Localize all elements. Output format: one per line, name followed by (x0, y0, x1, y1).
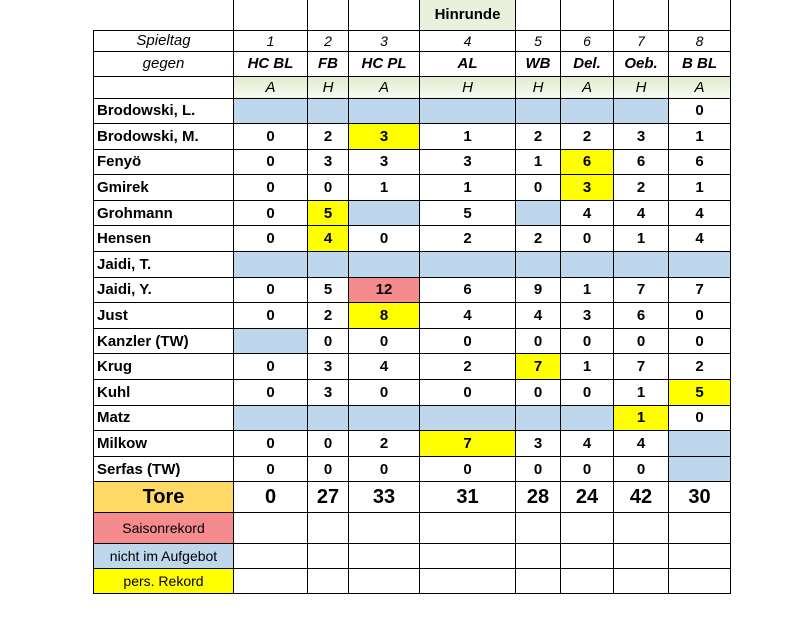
goal-cell[interactable]: 3 (349, 124, 420, 150)
goal-cell[interactable]: 0 (234, 226, 308, 252)
goal-cell[interactable] (561, 252, 614, 278)
goal-cell[interactable]: 1 (669, 124, 731, 150)
corner-blank-cell (94, 0, 234, 30)
player-name-cell[interactable]: Hensen (94, 226, 234, 252)
legend-blank-cell[interactable] (420, 544, 516, 569)
home-away-cell[interactable]: H (420, 76, 516, 98)
legend-blank-cell[interactable] (349, 544, 420, 569)
matchday-cell[interactable]: 2 (308, 30, 349, 51)
tore-value-cell[interactable]: 42 (614, 482, 669, 513)
goal-cell[interactable]: 2 (561, 124, 614, 150)
legend-blank-cell[interactable] (308, 569, 349, 594)
goal-cell[interactable]: 2 (420, 226, 516, 252)
goal-cell[interactable]: 0 (614, 328, 669, 354)
goal-cell[interactable]: 3 (308, 149, 349, 175)
goal-cell[interactable] (349, 252, 420, 278)
goal-cell[interactable]: 3 (614, 124, 669, 150)
goals-table (93, 0, 731, 594)
legend-blank-cell[interactable] (561, 569, 614, 594)
goal-cell[interactable]: 4 (561, 200, 614, 226)
goal-cell[interactable]: 0 (234, 456, 308, 482)
player-row (94, 98, 731, 124)
matchday-cell[interactable]: 3 (349, 30, 420, 51)
goal-cell[interactable]: 0 (516, 380, 561, 406)
goal-cell[interactable]: 6 (614, 149, 669, 175)
home-away-cell[interactable]: A (561, 76, 614, 98)
goal-cell[interactable]: 6 (614, 303, 669, 329)
top-blank-cell[interactable] (308, 0, 349, 30)
goal-cell[interactable]: 3 (308, 354, 349, 380)
legend-blank-cell[interactable] (516, 513, 561, 544)
player-row (94, 226, 731, 252)
goal-cell[interactable]: 0 (420, 380, 516, 406)
player-name-cell[interactable]: Krug (94, 354, 234, 380)
player-row (94, 354, 731, 380)
goal-cell[interactable]: 4 (669, 200, 731, 226)
legend-blank-cell[interactable] (561, 544, 614, 569)
top-blank-cell[interactable] (561, 0, 614, 30)
goal-cell[interactable]: 1 (516, 149, 561, 175)
row-tore (94, 482, 731, 513)
goal-cell[interactable] (516, 200, 561, 226)
player-name-cell[interactable]: Just (94, 303, 234, 329)
goal-cell[interactable]: 1 (561, 354, 614, 380)
goal-cell[interactable]: 3 (561, 175, 614, 201)
goal-cell[interactable]: 6 (561, 149, 614, 175)
goal-cell[interactable]: 9 (516, 277, 561, 303)
player-name-cell[interactable]: Serfas (TW) (94, 456, 234, 482)
goal-cell[interactable]: 7 (669, 277, 731, 303)
legend-label-cell-yellow[interactable]: pers. Rekord (94, 569, 234, 594)
legend-blank-cell[interactable] (420, 569, 516, 594)
top-blank-cell[interactable] (349, 0, 420, 30)
goal-cell[interactable]: 0 (561, 380, 614, 406)
goal-cell[interactable]: 1 (420, 124, 516, 150)
goal-cell[interactable]: 4 (349, 354, 420, 380)
player-name-cell[interactable]: Grohmann (94, 200, 234, 226)
player-row (94, 431, 731, 457)
top-blank-cell[interactable] (516, 0, 561, 30)
goal-cell[interactable] (561, 405, 614, 431)
goal-cell[interactable] (349, 98, 420, 124)
row-gegen (94, 51, 731, 76)
goal-cell[interactable]: 0 (420, 328, 516, 354)
player-row (94, 200, 731, 226)
tore-value-cell[interactable]: 28 (516, 482, 561, 513)
tore-value-cell[interactable]: 0 (234, 482, 308, 513)
goal-cell[interactable]: 0 (308, 431, 349, 457)
goal-cell[interactable]: 7 (614, 277, 669, 303)
goal-cell[interactable]: 0 (349, 328, 420, 354)
opponent-cell[interactable]: FB (308, 51, 349, 76)
goal-cell[interactable]: 0 (561, 328, 614, 354)
goal-cell[interactable]: 2 (308, 124, 349, 150)
tore-value-cell[interactable]: 31 (420, 482, 516, 513)
goal-cell[interactable] (234, 405, 308, 431)
home-away-cell[interactable]: A (234, 76, 308, 98)
goal-cell[interactable]: 0 (516, 456, 561, 482)
goal-cell[interactable]: 0 (234, 303, 308, 329)
player-name-cell[interactable]: Brodowski, M. (94, 124, 234, 150)
goal-cell[interactable]: 0 (669, 328, 731, 354)
goal-cell[interactable]: 5 (669, 380, 731, 406)
player-name-cell[interactable]: Kanzler (TW) (94, 328, 234, 354)
legend-blank-cell[interactable] (614, 544, 669, 569)
goal-cell[interactable] (420, 252, 516, 278)
legend-blank-cell[interactable] (669, 544, 731, 569)
legend-label-cell-blue[interactable]: nicht im Aufgebot (94, 544, 234, 569)
goal-cell[interactable]: 3 (516, 431, 561, 457)
goal-cell[interactable] (234, 252, 308, 278)
legend-blank-cell[interactable] (308, 513, 349, 544)
legend-blank-cell[interactable] (614, 569, 669, 594)
goal-cell[interactable] (669, 431, 731, 457)
goal-cell[interactable]: 4 (561, 431, 614, 457)
tore-label-cell[interactable]: Tore (94, 482, 234, 513)
goal-cell[interactable]: 0 (561, 456, 614, 482)
goal-cell[interactable] (669, 456, 731, 482)
row-spieltag (94, 30, 731, 51)
matchday-cell[interactable]: 4 (420, 30, 516, 51)
player-name-cell[interactable]: Brodowski, L. (94, 98, 234, 124)
home-away-cell[interactable]: H (308, 76, 349, 98)
goal-cell[interactable]: 5 (308, 277, 349, 303)
goal-cell[interactable]: 0 (234, 277, 308, 303)
goal-cell[interactable]: 2 (420, 354, 516, 380)
opponent-cell[interactable]: HC PL (349, 51, 420, 76)
goal-cell[interactable]: 0 (349, 226, 420, 252)
goal-cell[interactable]: 0 (234, 431, 308, 457)
opponent-cell[interactable]: B BL (669, 51, 731, 76)
goal-cell[interactable]: 0 (349, 456, 420, 482)
spieltag-label-cell[interactable]: Spieltag (94, 30, 234, 51)
goal-cell[interactable] (308, 405, 349, 431)
player-row (94, 175, 731, 201)
legend-blank-cell[interactable] (349, 569, 420, 594)
goal-cell[interactable]: 5 (420, 200, 516, 226)
goal-cell[interactable]: 12 (349, 277, 420, 303)
player-name-cell[interactable]: Milkow (94, 431, 234, 457)
goal-cell[interactable]: 7 (420, 431, 516, 457)
goal-cell[interactable] (308, 252, 349, 278)
legend-blank-cell[interactable] (420, 513, 516, 544)
top-blank-cell[interactable] (234, 0, 308, 30)
player-name-cell[interactable]: Matz (94, 405, 234, 431)
legend-row (94, 569, 731, 594)
goal-cell[interactable]: 0 (308, 175, 349, 201)
goal-cell[interactable]: 3 (420, 149, 516, 175)
table-body (94, 0, 731, 594)
player-row (94, 303, 731, 329)
home-away-cell[interactable]: A (669, 76, 731, 98)
goal-cell[interactable] (516, 405, 561, 431)
opponent-cell[interactable]: WB (516, 51, 561, 76)
goal-cell[interactable] (516, 98, 561, 124)
goal-cell[interactable]: 2 (669, 354, 731, 380)
legend-blank-cell[interactable] (669, 513, 731, 544)
goal-cell[interactable]: 1 (420, 175, 516, 201)
goal-cell[interactable]: 2 (516, 124, 561, 150)
goal-cell[interactable]: 7 (614, 354, 669, 380)
goal-cell[interactable]: 0 (669, 405, 731, 431)
matchday-cell[interactable]: 8 (669, 30, 731, 51)
goal-cell[interactable]: 8 (349, 303, 420, 329)
goal-cell[interactable]: 0 (234, 175, 308, 201)
goals-spreadsheet (93, 0, 731, 594)
goal-cell[interactable]: 1 (614, 380, 669, 406)
player-name-cell[interactable]: Fenyö (94, 149, 234, 175)
goal-cell[interactable]: 2 (349, 431, 420, 457)
goal-cell[interactable]: 0 (669, 303, 731, 329)
goal-cell[interactable]: 2 (614, 175, 669, 201)
player-row (94, 124, 731, 150)
goal-cell[interactable]: 7 (516, 354, 561, 380)
player-name-cell[interactable]: Jaidi, Y. (94, 277, 234, 303)
tore-value-cell[interactable]: 27 (308, 482, 349, 513)
goal-cell[interactable]: 0 (614, 456, 669, 482)
matchday-cell[interactable]: 1 (234, 30, 308, 51)
legend-blank-cell[interactable] (516, 544, 561, 569)
goal-cell[interactable]: 6 (669, 149, 731, 175)
goal-cell[interactable]: 4 (669, 226, 731, 252)
player-row (94, 328, 731, 354)
tore-value-cell[interactable]: 33 (349, 482, 420, 513)
opponent-cell[interactable]: HC BL (234, 51, 308, 76)
home-away-blank-cell[interactable] (94, 76, 234, 98)
goal-cell[interactable]: 0 (308, 328, 349, 354)
goal-cell[interactable]: 1 (561, 277, 614, 303)
goal-cell[interactable] (349, 200, 420, 226)
goal-cell[interactable] (614, 98, 669, 124)
gegen-label-cell[interactable]: gegen (94, 51, 234, 76)
home-away-cell[interactable]: H (614, 76, 669, 98)
goal-cell[interactable] (669, 252, 731, 278)
goal-cell[interactable]: 2 (308, 303, 349, 329)
hinrunde-title-cell[interactable]: Hinrunde (420, 0, 516, 30)
goal-cell[interactable]: 0 (561, 226, 614, 252)
legend-blank-cell[interactable] (234, 569, 308, 594)
legend-blank-cell[interactable] (234, 544, 308, 569)
goal-cell[interactable]: 0 (234, 149, 308, 175)
row-hinrunde (94, 0, 731, 30)
player-name-cell[interactable]: Gmirek (94, 175, 234, 201)
goal-cell[interactable] (234, 98, 308, 124)
player-name-cell[interactable]: Jaidi, T. (94, 252, 234, 278)
goal-cell[interactable]: 1 (614, 405, 669, 431)
opponent-cell[interactable]: Del. (561, 51, 614, 76)
goal-cell[interactable]: 0 (234, 380, 308, 406)
player-row (94, 380, 731, 406)
goal-cell[interactable]: 4 (614, 200, 669, 226)
goal-cell[interactable] (561, 98, 614, 124)
goal-cell[interactable]: 4 (516, 303, 561, 329)
home-away-cell[interactable]: A (349, 76, 420, 98)
goal-cell[interactable] (614, 252, 669, 278)
player-row (94, 405, 731, 431)
matchday-cell[interactable]: 5 (516, 30, 561, 51)
goal-cell[interactable]: 0 (234, 354, 308, 380)
goal-cell[interactable] (349, 405, 420, 431)
legend-row (94, 544, 731, 569)
goal-cell[interactable]: 5 (308, 200, 349, 226)
goal-cell[interactable]: 2 (516, 226, 561, 252)
goal-cell[interactable]: 3 (561, 303, 614, 329)
goal-cell[interactable] (420, 98, 516, 124)
goal-cell[interactable]: 3 (308, 380, 349, 406)
goal-cell[interactable]: 0 (516, 175, 561, 201)
legend-blank-cell[interactable] (669, 569, 731, 594)
player-row (94, 277, 731, 303)
goal-cell[interactable]: 0 (234, 124, 308, 150)
player-row (94, 456, 731, 482)
legend-blank-cell[interactable] (561, 513, 614, 544)
opponent-cell[interactable]: Oeb. (614, 51, 669, 76)
goal-cell[interactable]: 4 (308, 226, 349, 252)
player-name-cell[interactable]: Kuhl (94, 380, 234, 406)
goal-cell[interactable]: 3 (349, 149, 420, 175)
goal-cell[interactable] (234, 328, 308, 354)
legend-blank-cell[interactable] (308, 544, 349, 569)
goal-cell[interactable]: 0 (420, 456, 516, 482)
top-blank-cell[interactable] (614, 0, 669, 30)
goal-cell[interactable]: 4 (614, 431, 669, 457)
goal-cell[interactable]: 1 (349, 175, 420, 201)
goal-cell[interactable]: 0 (349, 380, 420, 406)
goal-cell[interactable]: 0 (234, 200, 308, 226)
goal-cell[interactable]: 0 (516, 328, 561, 354)
legend-row (94, 513, 731, 544)
goal-cell[interactable] (516, 252, 561, 278)
home-away-cell[interactable]: H (516, 76, 561, 98)
goal-cell[interactable] (420, 405, 516, 431)
goal-cell[interactable]: 0 (308, 456, 349, 482)
tore-value-cell[interactable]: 24 (561, 482, 614, 513)
goal-cell[interactable]: 4 (420, 303, 516, 329)
goal-cell[interactable]: 0 (669, 98, 731, 124)
player-row (94, 252, 731, 278)
row-home-away (94, 76, 731, 98)
goal-cell[interactable]: 6 (420, 277, 516, 303)
legend-blank-cell[interactable] (349, 513, 420, 544)
legend-label-cell-red[interactable]: Saisonrekord (94, 513, 234, 544)
goal-cell[interactable] (308, 98, 349, 124)
tore-value-cell[interactable]: 30 (669, 482, 731, 513)
matchday-cell[interactable]: 7 (614, 30, 669, 51)
opponent-cell[interactable]: AL (420, 51, 516, 76)
player-row (94, 149, 731, 175)
goal-cell[interactable]: 1 (669, 175, 731, 201)
matchday-cell[interactable]: 6 (561, 30, 614, 51)
legend-blank-cell[interactable] (516, 569, 561, 594)
legend-blank-cell[interactable] (234, 513, 308, 544)
top-blank-cell[interactable] (669, 0, 731, 30)
legend-blank-cell[interactable] (614, 513, 669, 544)
goal-cell[interactable]: 1 (614, 226, 669, 252)
